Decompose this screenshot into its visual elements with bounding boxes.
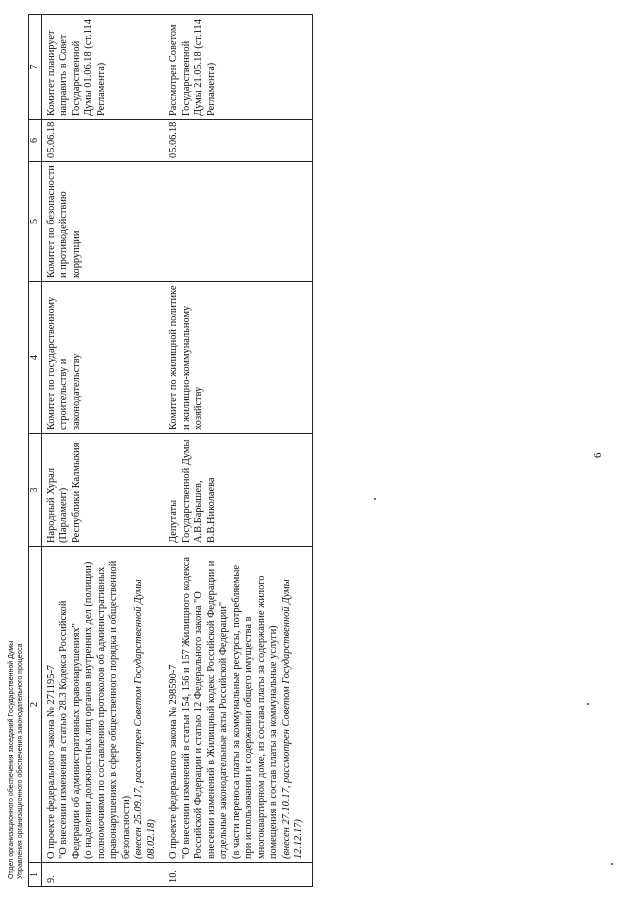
- scan-speck: [587, 703, 589, 705]
- bill-note: (внесен 25.09.17, рассмотрен Советом Государственной Думы 08.02.18): [133, 579, 157, 859]
- column-header: 4: [29, 282, 42, 434]
- date-cell: 05.06.18: [42, 120, 165, 162]
- bill-cell: [164, 547, 312, 863]
- status-cell: Комитет планирует направить в Совет Государственной Думы 01.06.18 (ст.114 Регламента): [42, 15, 165, 120]
- bill-title: О проекте федерального закона № 298590-7: [168, 664, 180, 859]
- initiator-cell: Депутаты Государственной Думы А.В.Барышев, В.В.Николаева: [164, 434, 312, 547]
- initiator-cell: Народный Хурал (Парламент) Республики Калмыкия: [42, 434, 165, 547]
- bill-title: О проекте федерального закона № 271195-7: [46, 664, 57, 859]
- co-committee-cell: Комитет по безопасности и противодействию коррупции: [42, 162, 165, 282]
- column-header: 3: [29, 434, 42, 547]
- date-cell: 05.06.18: [164, 120, 312, 162]
- footer-line: Отдел организационного обеспечения заседаний Государственной Думы: [8, 640, 15, 879]
- responsible-committee-cell: Комитет по жилищной политике и жилищно-коммунальному хозяйству: [164, 282, 312, 434]
- column-header: 5: [29, 162, 42, 282]
- bill-cell: [42, 547, 165, 863]
- footer-line: Управления организационного обеспечения законодательного процесса: [16, 643, 24, 879]
- scan-speck: [374, 498, 376, 500]
- column-header: 7: [29, 15, 42, 120]
- row-number: 9.: [42, 863, 165, 887]
- status-cell: Рассмотрен Советом Государственной Думы 21.05.18 (ст.114 Регламента): [164, 15, 312, 120]
- table-header-row: [29, 15, 42, 887]
- row-number: 10.: [164, 863, 312, 887]
- column-header: 6: [29, 120, 42, 162]
- column-header: 2: [29, 547, 42, 863]
- responsible-committee-cell: Комитет по государственному строительству и законодательству: [42, 282, 165, 434]
- table-row: [164, 15, 312, 887]
- column-header: 1: [29, 863, 42, 887]
- bills-table: [28, 14, 313, 887]
- page-number: 6: [592, 452, 604, 458]
- table-row: [42, 15, 165, 887]
- bill-description: "О внесении изменений в статьи 154, 156 и 157 Жилищного кодекса Российской Федерации и статью 12 Федерального закона "О внесении изменений в Жилищный кодекс Российской Федерации и отдельные законодательные акты Российской Федерации" (в части переноса платы за коммунальные ресурсы, потребляемые при использовании и содержании общего имущества в многоквартирном доме, из состава платы за содержание жилого помещения в состав платы за коммунальные услуги): [180, 557, 280, 859]
- scan-speck: [611, 863, 613, 865]
- bill-description: "О внесении изменения в статью 28.3 Кодекса Российской Федерации об административных правонарушениях" (о наделении должностных лиц органов внутренних дел (полиции) полномочиями по составлению протоколов об административных правонарушениях в сфере общественного порядка и общественной безопасности): [58, 560, 132, 859]
- bill-note: (внесен 27.10.17, рассмотрен Советом Государственной Думы 12.12.17): [280, 579, 305, 859]
- co-committee-cell: [164, 162, 312, 282]
- footer: [8, 641, 26, 879]
